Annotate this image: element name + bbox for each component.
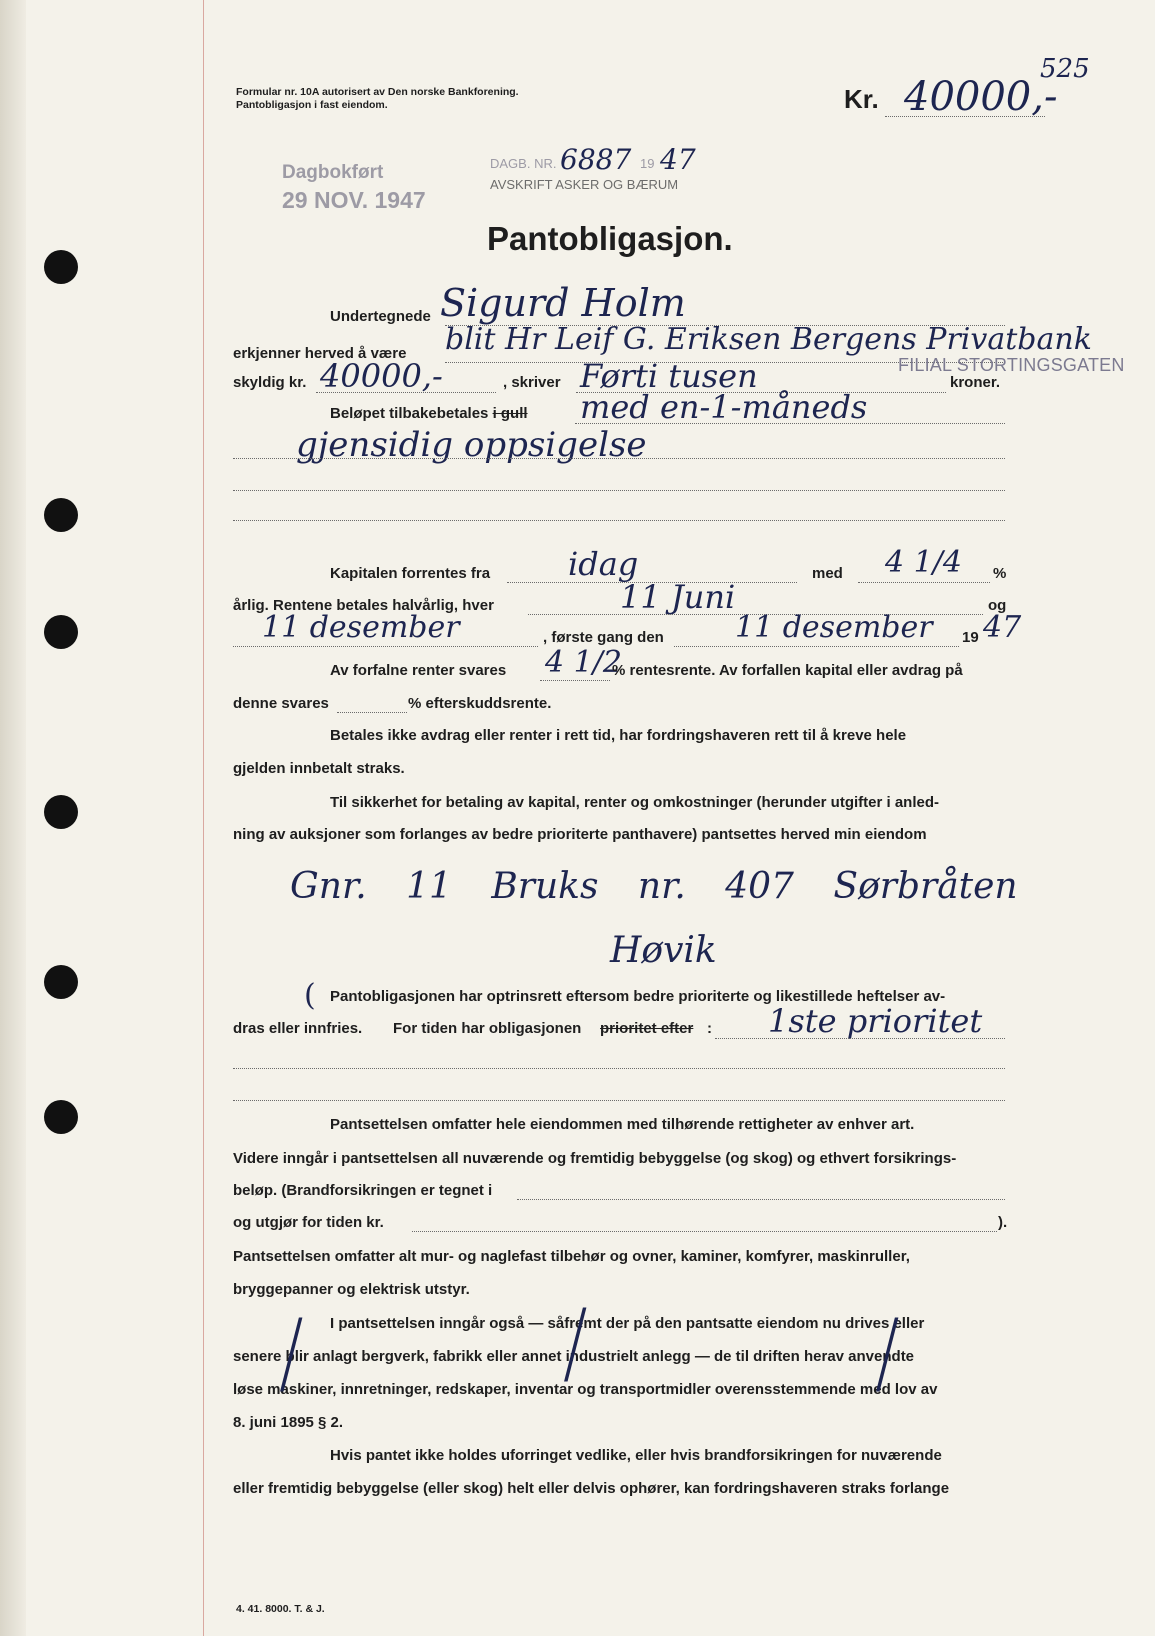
belopet-struck-text: i gull <box>492 405 528 422</box>
belopet-value-line2: gjensidig oppsigelse <box>296 425 647 465</box>
rentesrente-label: % rentesrente. Av forfallen kapital eller avdrag på <box>612 662 963 679</box>
belopet-line2 <box>233 458 1005 459</box>
punch-hole <box>44 795 78 829</box>
betales-line2: gjelden innbetalt straks. <box>233 760 405 777</box>
med-label: med <box>812 565 843 582</box>
year-value: 47 <box>983 610 1022 645</box>
document-title: Pantobligasjon. <box>487 220 733 257</box>
dagb-number: 6887 <box>560 143 632 176</box>
p1-line4-blank <box>412 1231 997 1232</box>
rate-line <box>858 582 990 583</box>
punch-hole <box>44 1100 78 1134</box>
p1-line4-end: ). <box>998 1214 1008 1231</box>
undertegnede-value: Sigurd Holm <box>440 281 686 325</box>
p1-line3-blank <box>517 1199 1005 1200</box>
p2-line2: bryggepanner og elektrisk utstyr. <box>233 1281 470 1298</box>
dagb-year-prefix: 19 <box>640 156 655 171</box>
december-value: 11 desember <box>262 610 460 645</box>
belopet-line3 <box>233 490 1005 491</box>
denne-line <box>337 712 407 713</box>
punch-hole <box>44 615 78 649</box>
forste-label: , første gang den <box>543 629 664 646</box>
p3-line3: løse maskiner, innretninger, redskaper, inventar og transportmidler overensstemmende med lov av <box>233 1381 938 1398</box>
p3-line1: I pantsettelsen inngår også — såfremt der på den pantsatte eiendom nu drives eller <box>330 1315 925 1332</box>
skyldig-line <box>316 392 496 393</box>
sikkerhet-line1: Til sikkerhet for betaling av kapital, renter og omkostninger (herunder utgifter i anled- <box>330 794 940 811</box>
kr-amount: 40000,- <box>904 74 1058 120</box>
forfalne-line <box>540 680 610 681</box>
skriver-label: , skriver <box>503 374 561 391</box>
denne-label: denne svares <box>233 695 329 712</box>
handwritten-slash-mark: / <box>283 1300 299 1405</box>
prioritet-value: 1ste prioritet <box>768 1002 983 1040</box>
p3-line4: 8. juni 1895 § 2. <box>233 1414 344 1431</box>
p1-line4: og utgjør for tiden kr. <box>233 1214 384 1231</box>
dagbokfort-stamp: Dagbokført <box>282 162 384 183</box>
margin-rule <box>203 0 204 1636</box>
kapitalen-label: Kapitalen forrentes fra <box>330 565 491 582</box>
arlig-label: årlig. Rentene betales halvårlig, hver <box>233 597 494 614</box>
print-code: 4. 41. 8000. T. & J. <box>236 1603 325 1615</box>
form-header-line1: Formular nr. 10A autorisert av Den norske Bankforening. <box>236 86 519 98</box>
forste-line <box>674 646 959 647</box>
p2-line1: Pantsettelsen omfatter alt mur- og naglefast tilbehør og ovner, kaminer, komfyrer, maskinruller, <box>233 1248 910 1265</box>
p3-line2: senere blir anlagt bergverk, fabrikk eller annet industrielt anlegg — de til driften herav anvendte <box>233 1348 915 1365</box>
handwritten-slash-mark: / <box>567 1290 583 1395</box>
handwritten-open-paren: ( <box>304 978 316 1013</box>
p1-line2: Videre inngår i pantsettelsen all nuværende og fremtidig bebyggelse (og skog) og ethvert forsikrings- <box>233 1150 957 1167</box>
eiendom-value-line1: Gnr. 11 Bruks nr. 407 Sørbråten <box>290 866 1018 907</box>
belopet-line1 <box>575 423 1005 424</box>
hver-value: 11 Juni <box>620 578 736 616</box>
rate-value: 4 1/4 <box>885 545 962 580</box>
p1-line3: beløp. (Brandforsikringen er tegnet i <box>233 1182 493 1199</box>
optrinsrett-line2-a: dras eller innfries. <box>233 1020 363 1037</box>
betales-line1: Betales ikke avdrag eller renter i rett tid, har fordringshaveren rett til å kreve hele <box>330 727 907 744</box>
kroner-label: kroner. <box>950 374 1001 391</box>
page-number: 525 <box>1040 54 1090 84</box>
dagb-year: 47 <box>660 143 696 176</box>
handwritten-slash-mark: / <box>879 1300 895 1405</box>
forfalne-value: 4 1/2 <box>545 645 622 680</box>
kapitalen-value: idag <box>568 545 639 583</box>
filial-stamp: FILIAL STORTINGSGATEN <box>898 355 1125 375</box>
date-stamp: 29 NOV. 1947 <box>282 187 426 213</box>
kr-amount-line <box>885 116 1045 117</box>
forste-value: 11 desember <box>735 610 933 645</box>
dagb-prefix-stamp: DAGB. NR. <box>490 156 557 171</box>
p4-line1: Hvis pantet ikke holdes uforringet vedlike, eller hvis brandforsikringen for nuværende <box>330 1447 942 1464</box>
og-label: og <box>988 597 1007 614</box>
optrinsrett-line1: Pantobligasjonen har optrinsrett eftersom bedre prioriterte og likestillede heftelser av- <box>330 988 946 1005</box>
forfalne-label: Av forfalne renter svares <box>330 662 507 679</box>
skriver-value: Førti tusen <box>580 357 758 395</box>
prioritet-line <box>715 1038 1005 1039</box>
belopet-line4 <box>233 520 1005 521</box>
december-line <box>233 646 538 647</box>
p4-line2: eller fremtidig bebyggelse (eller skog) helt eller delvis ophører, kan fordringshaveren straks forlange <box>233 1480 950 1497</box>
binding-strip <box>0 0 26 1636</box>
belopet-value-line1: med en-1-måneds <box>580 388 868 426</box>
blank-line2 <box>233 1100 1005 1101</box>
eiendom-value-line2: Høvik <box>610 930 717 971</box>
rate-percent: % <box>993 565 1007 582</box>
efterskudd-label: % efterskuddsrente. <box>408 695 552 712</box>
punch-hole <box>44 498 78 532</box>
punch-hole <box>44 250 78 284</box>
blank-line1 <box>233 1068 1005 1069</box>
erkjenner-value: blit Hr Leif G. Eriksen Bergens Privatbank <box>445 322 1092 357</box>
avskrift-stamp: AVSKRIFT ASKER OG BÆRUM <box>490 177 679 192</box>
belopet-label: Beløpet tilbakebetales i gull <box>330 405 528 422</box>
sikkerhet-line2: ning av auksjoner som forlanges av bedre prioriterte panthavere) pantsettes herved min eiendom <box>233 826 927 843</box>
p1-line1: Pantsettelsen omfatter hele eiendommen med tilhørende rettigheter av enhver art. <box>330 1116 915 1133</box>
prioritet-colon: : <box>707 1020 712 1037</box>
form-header-line2: Pantobligasjon i fast eiendom. <box>236 99 388 111</box>
year-prefix: 19 <box>962 629 979 646</box>
skyldig-value: 40000,- <box>320 357 443 395</box>
undertegnede-label: Undertegnede <box>330 308 431 325</box>
punch-hole <box>44 965 78 999</box>
skyldig-label: skyldig kr. <box>233 374 307 391</box>
erkjenner-label: erkjenner herved å være <box>233 345 407 362</box>
prioritet-struck-text: prioritet efter <box>600 1020 694 1037</box>
kr-label: Kr. <box>844 84 879 114</box>
optrinsrett-line2-b: For tiden har obligasjonen <box>393 1020 582 1037</box>
